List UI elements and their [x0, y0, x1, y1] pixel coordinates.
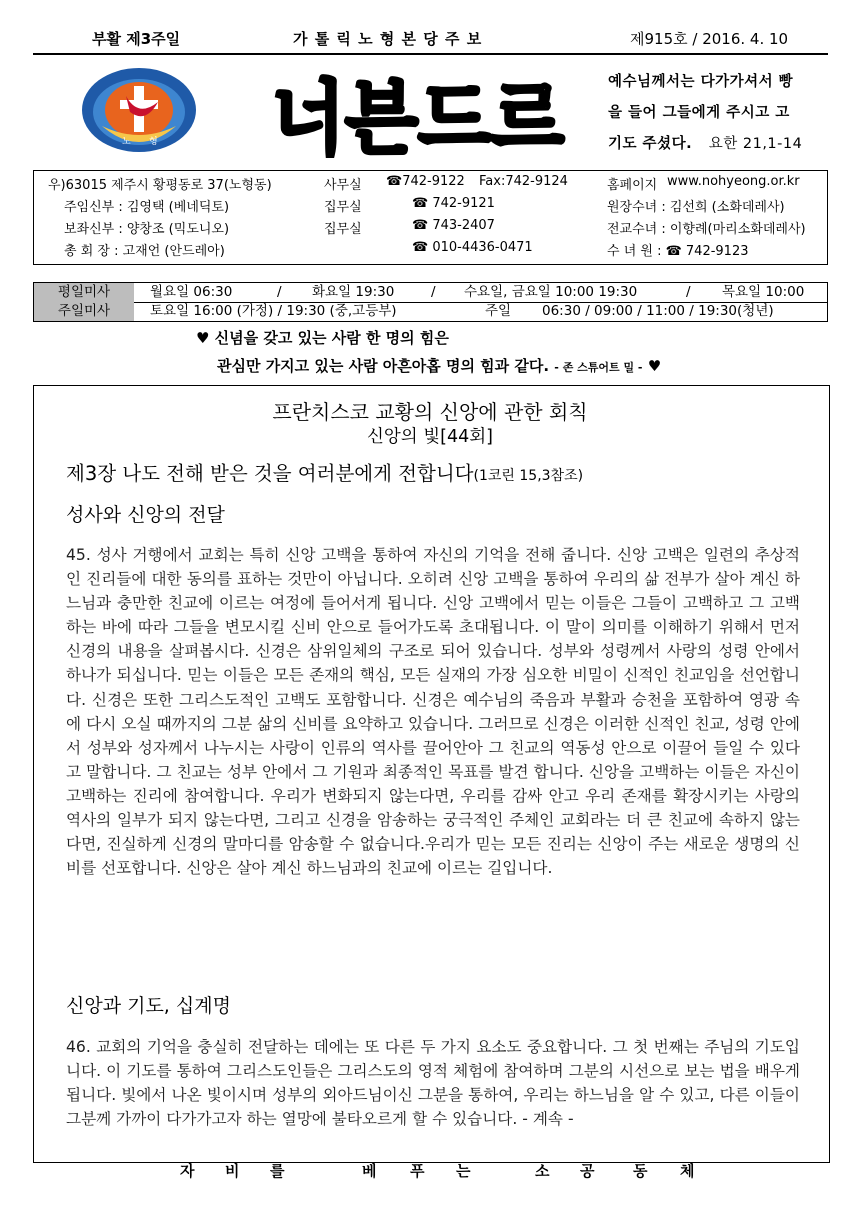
motto-char: 푸 — [410, 1162, 425, 1180]
saying-line-2: 관심만 가지고 있는 사람 아흔아홉 명의 힘과 같다. - 존 스튜어트 밀 - ♥ — [217, 357, 662, 375]
issue-number-date: 제915호 / 2016. 4. 10 — [630, 30, 789, 48]
motto-char: 소 — [535, 1162, 550, 1180]
separator: / — [277, 284, 282, 300]
staff-role: 총 회 장 : 고재언 (안드레아) — [64, 244, 225, 259]
bulletin-top-line — [0, 28, 860, 52]
motto-char: 비 — [225, 1162, 240, 1180]
mass-time: 목요일 10:00 — [722, 284, 805, 300]
quote-line-2: 을 들어 그들에게 주시고 고 — [608, 105, 790, 121]
mass-schedule — [33, 282, 828, 322]
phone-number: ☎ 742-9121 — [412, 196, 495, 211]
motto-char: 동 — [633, 1162, 648, 1180]
staff-role-right: 원장수녀 : 김선희 (소화데레사) — [607, 200, 785, 215]
mass-time: 토요일 16:00 (가정) / 19:30 (중,고등부) — [150, 303, 397, 319]
motto-char: 베 — [362, 1162, 377, 1180]
separator: / — [686, 284, 691, 300]
office-label: 집무실 — [324, 222, 362, 237]
quote-reference: 요한 21,1-14 — [708, 136, 803, 152]
saying-line-1: ♥ 신념을 갖고 있는 사람 한 명의 힘은 — [196, 329, 449, 347]
motto-char: 를 — [270, 1162, 285, 1180]
contact-row — [34, 196, 827, 217]
saying-author: - 존 스튜어트 밀 - — [554, 361, 643, 374]
parish-logo — [80, 66, 198, 154]
mass-time: 월요일 06:30 — [150, 284, 233, 300]
logo-text-left: 노 — [122, 137, 131, 147]
staff-role: 보좌신부 : 양창조 (믹도니오) — [64, 222, 230, 237]
masthead-text: 너븐드르 — [272, 72, 564, 165]
fax-number: Fax:742-9124 — [479, 174, 568, 189]
section-heading: 신앙과 기도, 십계명 — [66, 995, 231, 1017]
homepage-label: 홈페이지 — [607, 178, 658, 193]
sunday-label: 주일 — [485, 303, 512, 319]
contact-row — [34, 240, 827, 261]
office-label: 사무실 — [324, 178, 362, 193]
section-heading: 성사와 신앙의 전달 — [66, 504, 225, 526]
article-subtitle: 신앙의 빛[44회] — [366, 427, 493, 447]
homepage-url[interactable]: www.nohyeong.or.kr — [667, 174, 800, 189]
masthead-title — [270, 58, 570, 168]
motto-char: 체 — [680, 1162, 695, 1180]
paragraph-45: 45. 성사 거행에서 교회는 특히 신앙 고백을 통하여 자신의 기억을 전해 줍니다. 신앙 고백은 일련의 추상적인 진리들에 대한 동의를 표하는 것만이 아닙니다. 오히려 신앙 고백을 통하여 우리의 삶 전부가 살아 계신 하느님과 충만한 친교에 이르는 여정에 들어서게 됩니다. 신앙 고백에서 믿는 이들은 그들이 고백하고 그 고백하는 바에 따라 그들을 변모시킬 신비 안으로 들어가도록 초대됩니다. 이 말이 의미를 이해하기 위해서 먼저 신경의 내용을 살펴봅시다. 신경은 삼위일체의 구조로 되어 있습니다. 성부와 성령께서 사랑의 성령 안에서 하나가 되십니다. 믿는 이들은 모든 존재의 핵심, 모든 실재의 가장 심오한 비밀이 신적인 친교임을 선언합니다. 신경은 또한 그리스도적인 고백도 포함합니다. 신경은 예수님의 죽음과 부활과 승천을 포함하여 영광 속에 다시 오실 때까지의 그분 삶의 신비를 요약하고 있습니다. 그러므로 신경은 이러한 신적인 친교, 성령 안에서 성부와 성자께서 나누시는 사랑이 인류의 역사를 끌어안아 그 친교의 역동성 안으로 이끌어 들일 수 있다고 말합니다. 그 친교는 성부 안에서 그 기원과 최종적인 목표를 발견 합니다. 신앙을 고백하는 이들은 자신이 고백하는 진리에 참여합니다. 우리가 변화되지 않는다면, 우리를 감싸 안고 우리 존재를 확장시키는 사랑의 역사의 일부가 되지 않는다면, 그리고 신경을 암송하는 궁극적인 주체인 교회라는 더 큰 친교에 속하지 않는다면, 진실하게 신경의 말마디를 암송할 수 없습니다.우리가 믿는 모든 진리는 신앙이 주는 새로운 생명의 신비를 선포합니다. 신앙은 살아 계신 하느님과의 친교에 이르는 길입니다. — [66, 546, 800, 878]
office-phone: ☎742-9122 — [386, 174, 465, 189]
motto-char: 는 — [456, 1162, 471, 1180]
staff-role-right: 수 녀 원 : ☎ 742-9123 — [607, 244, 749, 259]
contact-row — [34, 218, 827, 239]
mass-time: 06:30 / 09:00 / 11:00 / 19:30(청년) — [542, 303, 774, 319]
footer-motto — [0, 1160, 860, 1184]
parish-contact-box — [33, 170, 828, 265]
bulletin-name: 가 톨 릭 노 형 본 당 주 보 — [293, 30, 483, 48]
address: 우)63015 제주시 황평동로 37(노형동) — [48, 178, 272, 193]
separator: / — [431, 284, 436, 300]
chapter-reference: (1코린 15,3참조) — [473, 468, 584, 484]
heart-icon: ♥ — [647, 357, 662, 375]
quote-line-1: 예수님께서는 다가가셔서 빵 — [608, 74, 794, 90]
weekday-mass-row — [34, 283, 827, 303]
paragraph-46: 46. 교회의 기억을 충실히 전달하는 데에는 또 다른 두 가지 요소도 중요합니다. 그 첫 번째는 주님의 기도입니다. 이 기도를 통하여 그리스도인들은 그리스도의 영적 체험에 참여하며 그분의 시선으로 보는 법을 배우게 됩니다. 빛에서 나온 빛이시며 성부의 외아드님이신 그분을 통하여, 우리는 하느님을 알 수 있고, 다른 이들이 그분께 가까이 다가가고자 하는 열망에 불타오르게 할 수 있습니다. - 계속 - — [66, 1038, 800, 1129]
motto-char: 공 — [580, 1162, 595, 1180]
phone-number: ☎ 743-2407 — [412, 218, 495, 233]
mass-time: 화요일 19:30 — [312, 284, 395, 300]
staff-role-right: 전교수녀 : 이향례(마리소화데레사) — [607, 222, 806, 237]
article-title: 프란치스코 교황의 신앙에 관한 회칙 — [272, 400, 588, 424]
top-divider — [33, 53, 828, 55]
phone-number: ☎ 010-4436-0471 — [412, 240, 533, 255]
liturgical-week: 부활 제3주일 — [92, 30, 181, 48]
contact-row-address — [34, 174, 827, 195]
chapter-heading: 제3장 나도 전해 받은 것을 여러분에게 전합니다(1코린 15,3참조) — [66, 462, 584, 485]
quote-line-3: 기도 주셨다. 요한 21,1-14 — [608, 136, 803, 152]
gospel-quote — [608, 67, 843, 160]
logo-text-right: 형 — [149, 137, 158, 147]
office-label: 집무실 — [324, 200, 362, 215]
motto-char: 자 — [180, 1162, 195, 1180]
mass-time: 수요일, 금요일 10:00 19:30 — [464, 284, 638, 300]
sunday-mass-row — [34, 302, 827, 321]
sunday-mass-label: 주일미사 — [34, 302, 134, 321]
weekday-mass-label: 평일미사 — [34, 283, 134, 302]
staff-role: 주임신부 : 김영택 (베네딕토) — [64, 200, 230, 215]
